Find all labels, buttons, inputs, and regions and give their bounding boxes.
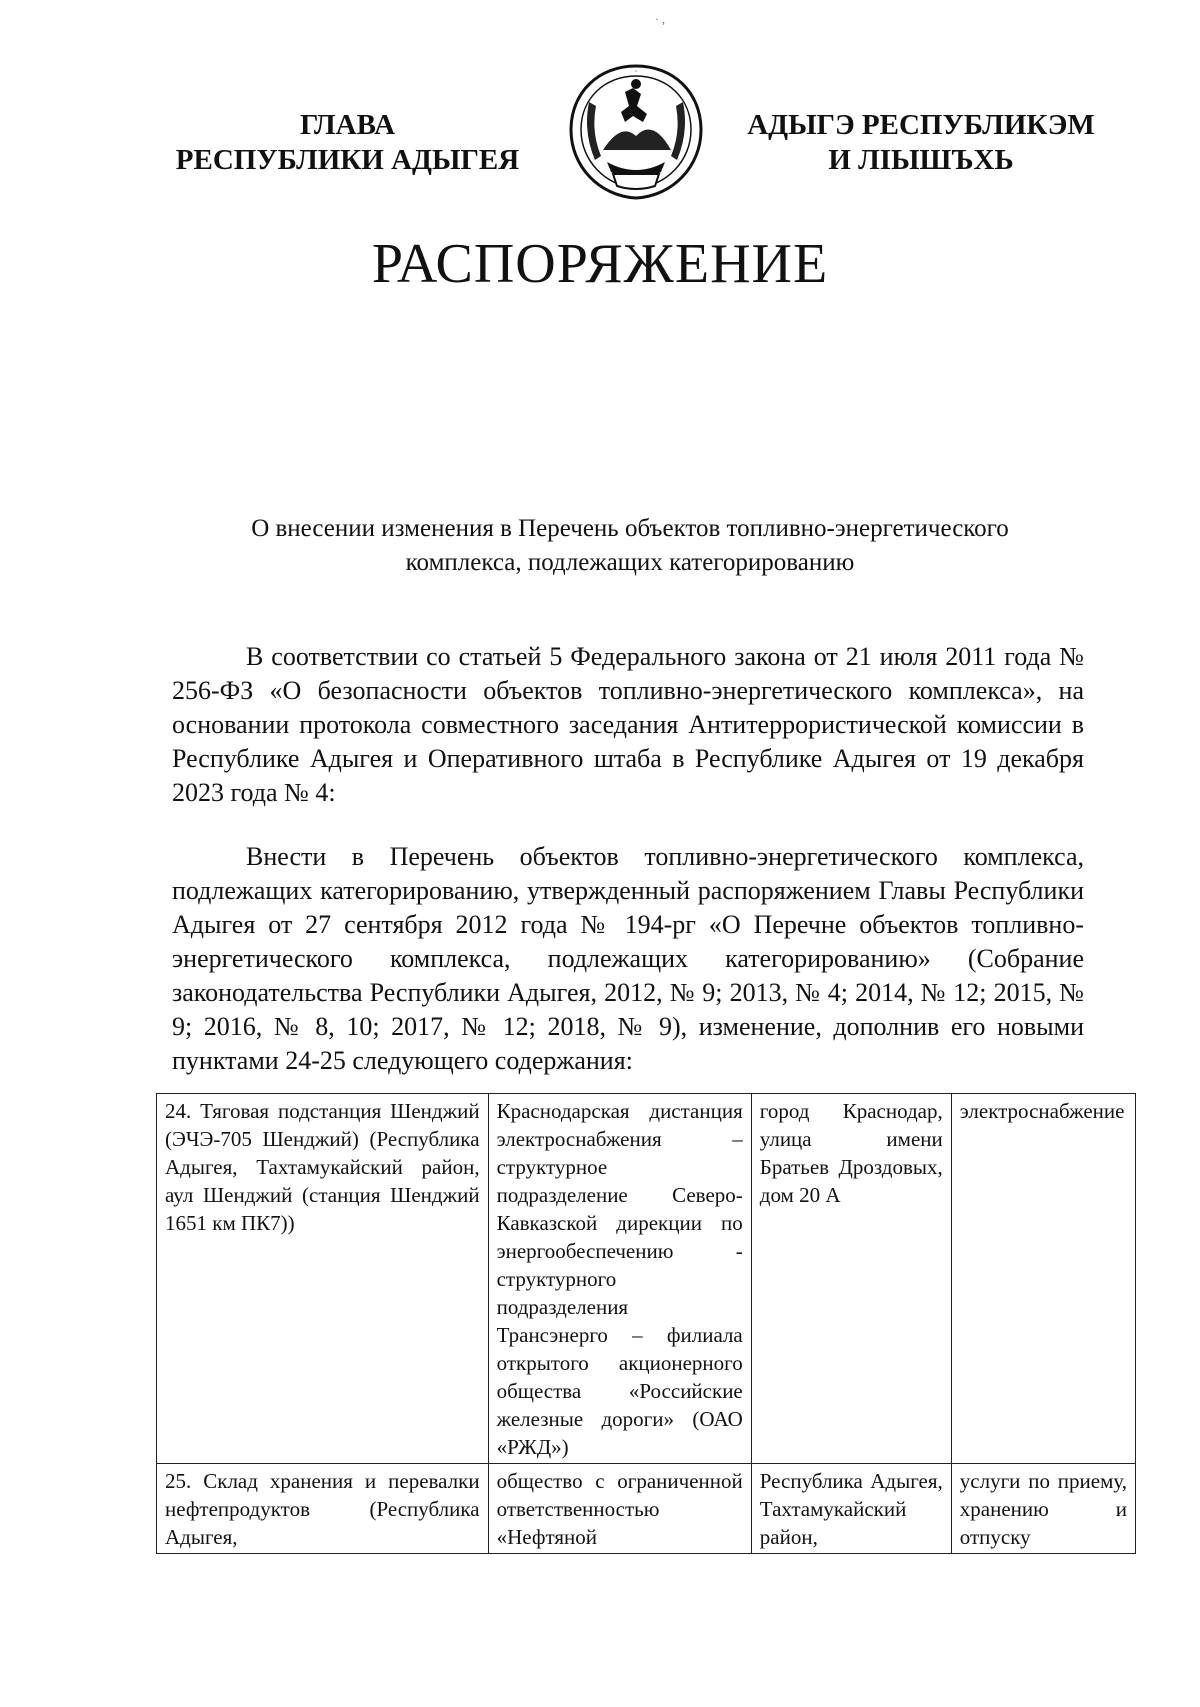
- table-row: [157, 1464, 1136, 1554]
- address-cell: город Краснодар, улица имени Братьев Дроздовых, дом 20 А: [751, 1094, 951, 1464]
- issuer-name-adyghe: [736, 108, 1106, 178]
- objects-table: [156, 1093, 1136, 1554]
- owner-cell: общество с ограниченной ответственностью «Нефтяной: [488, 1464, 751, 1554]
- object-cell: 25. Склад хранения и перевалки нефтепродуктов (Республика Адыгея,: [157, 1464, 489, 1554]
- decree-paragraph: [172, 840, 1084, 1078]
- address-cell: Республика Адыгея, Тахтамукайский район,: [751, 1464, 951, 1554]
- top-scan-mark: · ,: [655, 12, 665, 26]
- activity-cell: электроснабжение: [951, 1094, 1135, 1464]
- subject-line: О внесении изменения в Перечень объектов топливно-энергетического: [251, 515, 1009, 542]
- table-row: [157, 1094, 1136, 1464]
- object-cell: 24. Тяговая подстанция Шенджий (ЭЧЭ-705 Шенджий) (Республика Адыгея, Тахтамукайский район, аул Шенджий (станция Шенджий 1651 км ПК7)): [157, 1094, 489, 1464]
- svg-text:·: ·: [634, 67, 638, 76]
- preamble-paragraph: [172, 640, 1084, 810]
- activity-cell: услуги по приему, хранению и отпуску: [951, 1464, 1135, 1554]
- document-subject: [190, 512, 1070, 580]
- coat-of-arms-emblem-icon: [563, 62, 709, 202]
- document-type-title: РАСПОРЯЖЕНИЕ: [371, 233, 829, 295]
- issuer-title: ГЛАВА: [299, 109, 396, 141]
- preamble-text: В соответствии со статьей 5 Федерального закона от 21 июля 2011 года № 256-ФЗ «О безопасности объектов топливно-энергетического комплекса», на основании протокола совместного заседания Антитеррористической комиссии в Республике Адыгея и Оперативного штаба в Республике Адыгея от 19 декабря 2023 года № 4:: [172, 642, 1084, 807]
- owner-cell: Краснодарская дистанция электроснабжения – структурное подразделение Северо-Кавказской дирекции по энергообеспечению - структурного подразделения Трансэнерго – филиала открытого акционерного общества «Российские железные дороги» (ОАО «РЖД»): [488, 1094, 751, 1464]
- issuer-region: РЕСПУБЛИКИ АДЫГЕЯ: [175, 144, 520, 176]
- issuer-name-russian: [170, 108, 525, 178]
- issuer-region-adyghe: АДЫГЭ РЕСПУБЛИКЭМ: [747, 109, 1095, 141]
- subject-line: комплекса, подлежащих категорированию: [405, 549, 855, 576]
- decree-text: Внести в Перечень объектов топливно-энергетического комплекса, подлежащих категорированию, утвержденный распоряжением Главы Республики Адыгея от 27 сентября 2012 года № 194-рг «О Перечне объектов топливно-энергетического комплекса, подлежащих категорированию» (Собрание законодательства Республики Адыгея, 2012, № 9; 2013, № 4; 2014, № 12; 2015, № 9; 2016, № 8, 10; 2017, № 12; 2018, № 9), изменение, дополнив его новыми пунктами 24-25 следующего содержания:: [172, 842, 1084, 1075]
- issuer-title-adyghe: И ЛІЫШЪХЬ: [828, 144, 1014, 176]
